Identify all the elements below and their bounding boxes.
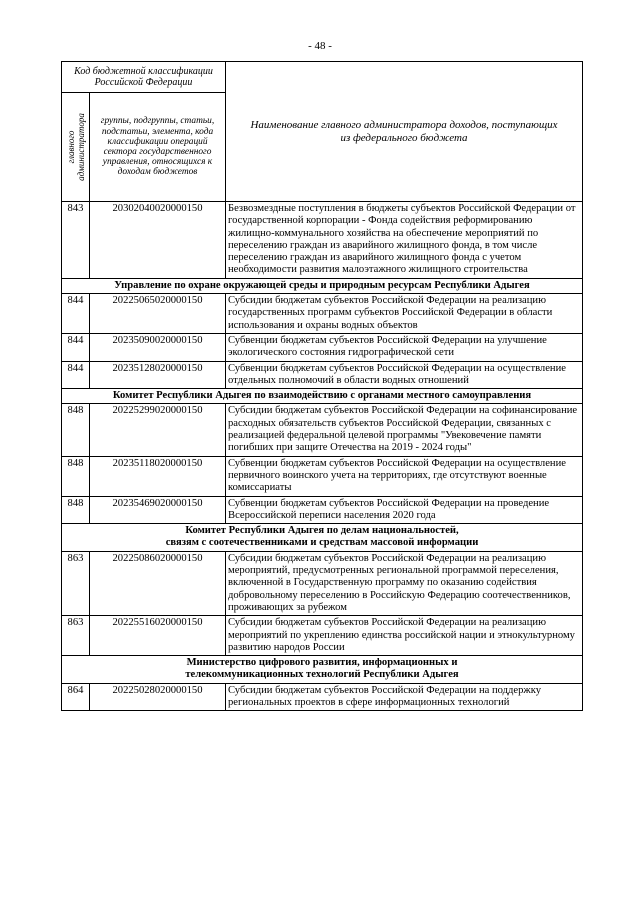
- section-title: [62, 389, 583, 404]
- income-name-cell: Субсидии бюджетам субъектов Российской Федерации на поддержку региональных проектов в сфере информационных технологий: [226, 683, 583, 711]
- section-header-row: [62, 389, 583, 404]
- admin-code-cell: 848: [62, 496, 90, 524]
- income-code-header: группы, подгруппы, статьи, подстатьи, элемента, кода классификации операций сектора государственного управления, относящихся к доходам бюджетов: [90, 93, 226, 202]
- admin-code-cell: 844: [62, 294, 90, 334]
- income-name-cell: Субсидии бюджетам субъектов Российской Федерации на реализацию государственных программ субъектов Российской Федерации в области использования и охраны водных объектов: [226, 294, 583, 334]
- table-row: [62, 202, 583, 279]
- income-code-cell: 20235128020000150: [90, 361, 226, 389]
- admin-code-cell: 863: [62, 616, 90, 656]
- section-title-line: Комитет Республики Адыгея по делам национальностей,: [185, 525, 459, 537]
- income-name-cell: Субвенции бюджетам субъектов Российской Федерации на осуществление отдельных полномочий в области водных отношений: [226, 361, 583, 389]
- table-row: [62, 616, 583, 656]
- admin-code-cell: 843: [62, 202, 90, 279]
- classification-title: Код бюджетной классификации Российской Федерации: [62, 62, 226, 93]
- income-name-cell: Субсидии бюджетам субъектов Российской Федерации на реализацию мероприятий по укреплению единства российской нации и этнокультурному развитию народов России: [226, 616, 583, 656]
- admin-code-header: [62, 93, 90, 202]
- income-code-cell: 20225086020000150: [90, 551, 226, 615]
- table-row: [62, 683, 583, 711]
- income-code-cell: 20225516020000150: [90, 616, 226, 656]
- page-number: - 48 -: [308, 40, 332, 52]
- income-code-cell: 20302040020000150: [90, 202, 226, 279]
- admin-code-cell: 844: [62, 361, 90, 389]
- income-name-cell: Субсидии бюджетам субъектов Российской Федерации на реализацию мероприятий, предусмотренных региональной программой переселения, включенной в Государственную программу по оказанию содействия добровольному переселению в Российскую Федерацию соотечественников, проживающих за рубежом: [226, 551, 583, 615]
- section-title: [62, 278, 583, 293]
- admin-code-cell: 848: [62, 404, 90, 456]
- table-row: [62, 404, 583, 456]
- income-name-cell: Безвозмездные поступления в бюджеты субъектов Российской Федерации от государственной корпорации - Фонда содействия реформированию жилищно-коммунального хозяйства на обеспечение мероприятий по переселению граждан из аварийного жилищного фонда, в том числе переселению граждан из аварийного жилищного фонда с учетом необходимости развития малоэтажного жилищного строительства: [226, 202, 583, 279]
- section-title-line: связям с соотечественниками и средствам массовой информации: [165, 537, 479, 549]
- admin-code-cell: 863: [62, 551, 90, 615]
- section-title-line: Управление по охране окружающей среды и природным ресурсам Республики Адыгея: [114, 279, 530, 291]
- table-row: [62, 496, 583, 524]
- income-code-cell: 20225028020000150: [90, 683, 226, 711]
- income-code-cell: 20225065020000150: [90, 294, 226, 334]
- section-title-line: Комитет Республики Адыгея по взаимодействию с органами местного самоуправления: [112, 390, 532, 402]
- income-code-cell: 20235118020000150: [90, 456, 226, 496]
- income-code-cell: 20235090020000150: [90, 333, 226, 361]
- income-code-cell: 20225299020000150: [90, 404, 226, 456]
- header-row-top: [62, 62, 583, 93]
- income-name-cell: Субвенции бюджетам субъектов Российской Федерации на улучшение экологического состояния гидрографической сети: [226, 333, 583, 361]
- section-header-row: [62, 656, 583, 684]
- section-title-line: телекоммуникационных технологий Республики Адыгея: [185, 669, 459, 681]
- admin-code-cell: 864: [62, 683, 90, 711]
- section-title-line: Министерство цифрового развития, информационных и: [186, 657, 458, 669]
- section-header-row: [62, 524, 583, 552]
- administrator-name-header: Наименование главного администратора доходов, поступающих из федерального бюджета: [226, 62, 583, 202]
- income-name-cell: Субсидии бюджетам субъектов Российской Федерации на софинансирование расходных обязательств субъектов Российской Федерации, связанных с реализацией федеральной целевой программы "Увековечение памяти погибших при защите Отечества на 2019 - 2024 годы": [226, 404, 583, 456]
- table-row: [62, 294, 583, 334]
- table-row: [62, 551, 583, 615]
- admin-code-cell: 844: [62, 333, 90, 361]
- section-title: [62, 656, 583, 684]
- table-row: [62, 456, 583, 496]
- section-title: [62, 524, 583, 552]
- table-row: [62, 361, 583, 389]
- income-name-cell: Субвенции бюджетам субъектов Российской Федерации на проведение Всероссийской переписи населения 2020 года: [226, 496, 583, 524]
- budget-classification-table: [61, 61, 583, 711]
- section-header-row: [62, 278, 583, 293]
- admin-code-header-label: главного администратора: [65, 113, 86, 181]
- table-row: [62, 333, 583, 361]
- income-name-cell: Субвенции бюджетам субъектов Российской Федерации на осуществление первичного воинского учета на территориях, где отсутствуют военные комиссариаты: [226, 456, 583, 496]
- income-code-cell: 20235469020000150: [90, 496, 226, 524]
- admin-code-cell: 848: [62, 456, 90, 496]
